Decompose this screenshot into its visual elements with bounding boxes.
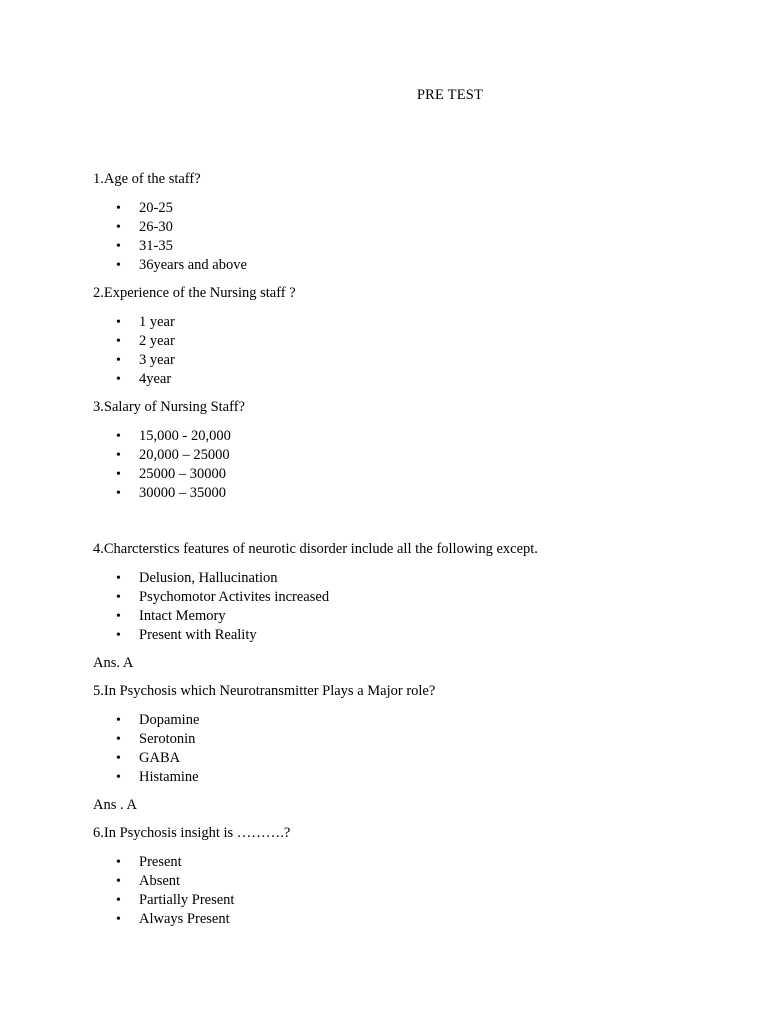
option-item (0, 256, 247, 275)
option-label: 26-30 (139, 219, 173, 235)
bullet-icon: • (116, 628, 121, 643)
option-label: GABA (139, 750, 181, 766)
question-3-options (0, 427, 231, 503)
bullet-icon: • (116, 239, 121, 254)
option-item (0, 853, 234, 872)
option-item (0, 569, 329, 588)
bullet-icon: • (116, 353, 121, 368)
option-label: Histamine (139, 769, 199, 785)
option-item (0, 711, 199, 730)
option-item (0, 313, 175, 332)
option-label: Dopamine (139, 712, 200, 728)
option-label: 4year (139, 371, 172, 387)
bullet-icon: • (116, 571, 121, 586)
bullet-icon: • (116, 590, 121, 605)
option-label: 20,000 – 25000 (139, 447, 230, 463)
bullet-icon: • (116, 732, 121, 747)
question-5: 5.In Psychosis which Neurotransmitter Plays a Major role? (93, 683, 436, 699)
option-item (0, 237, 247, 256)
question-2: 2.Experience of the Nursing staff ? (93, 285, 296, 301)
question-1-options (0, 199, 247, 275)
question-2-options (0, 313, 175, 389)
bullet-icon: • (116, 201, 121, 216)
option-item (0, 446, 231, 465)
option-label: Present with Reality (139, 627, 257, 643)
option-item (0, 910, 234, 929)
option-label: 15,000 - 20,000 (139, 428, 231, 444)
option-label: Intact Memory (139, 608, 226, 624)
option-label: 31-35 (139, 238, 173, 254)
question-6: 6.In Psychosis insight is ……….? (93, 825, 291, 841)
option-item (0, 588, 329, 607)
option-item (0, 749, 199, 768)
bullet-icon: • (116, 315, 121, 330)
question-4: 4.Charcterstics features of neurotic disorder include all the following except. (93, 541, 538, 557)
option-label: 2 year (139, 333, 175, 349)
option-label: 20-25 (139, 200, 173, 216)
bullet-icon: • (116, 448, 121, 463)
option-label: 3 year (139, 352, 175, 368)
bullet-icon: • (116, 429, 121, 444)
option-item (0, 607, 329, 626)
option-item (0, 332, 175, 351)
option-item (0, 370, 175, 389)
option-item (0, 199, 247, 218)
option-item (0, 891, 234, 910)
option-item (0, 427, 231, 446)
option-label: Partially Present (139, 892, 235, 908)
question-3: 3.Salary of Nursing Staff? (93, 399, 245, 415)
option-label: Psychomotor Activites increased (139, 589, 330, 605)
bullet-icon: • (116, 874, 121, 889)
bullet-icon: • (116, 713, 121, 728)
option-label: Serotonin (139, 731, 196, 747)
bullet-icon: • (116, 467, 121, 482)
option-item (0, 484, 231, 503)
bullet-icon: • (116, 258, 121, 273)
option-item (0, 626, 329, 645)
bullet-icon: • (116, 486, 121, 501)
bullet-icon: • (116, 609, 121, 624)
option-label: Always Present (139, 911, 230, 927)
option-item (0, 730, 199, 749)
question-1: 1.Age of the staff? (93, 171, 201, 187)
option-label: 25000 – 30000 (139, 466, 226, 482)
answer-4: Ans. A (93, 655, 134, 671)
option-item (0, 768, 199, 787)
option-label: Delusion, Hallucination (139, 570, 278, 586)
option-label: 30000 – 35000 (139, 485, 226, 501)
bullet-icon: • (116, 912, 121, 927)
question-6-options (0, 853, 234, 929)
bullet-icon: • (116, 855, 121, 870)
option-label: 36years and above (139, 257, 247, 273)
answer-5: Ans . A (93, 797, 137, 813)
bullet-icon: • (116, 220, 121, 235)
option-label: Present (139, 854, 182, 870)
bullet-icon: • (116, 770, 121, 785)
bullet-icon: • (116, 751, 121, 766)
question-5-options (0, 711, 199, 787)
bullet-icon: • (116, 334, 121, 349)
option-item (0, 351, 175, 370)
bullet-icon: • (116, 372, 121, 387)
option-item (0, 218, 247, 237)
option-label: Absent (139, 873, 181, 889)
option-label: 1 year (139, 314, 175, 330)
question-4-options (0, 569, 329, 645)
option-item (0, 465, 231, 484)
page-title: PRE TEST (416, 87, 484, 103)
bullet-icon: • (116, 893, 121, 908)
option-item (0, 872, 234, 891)
